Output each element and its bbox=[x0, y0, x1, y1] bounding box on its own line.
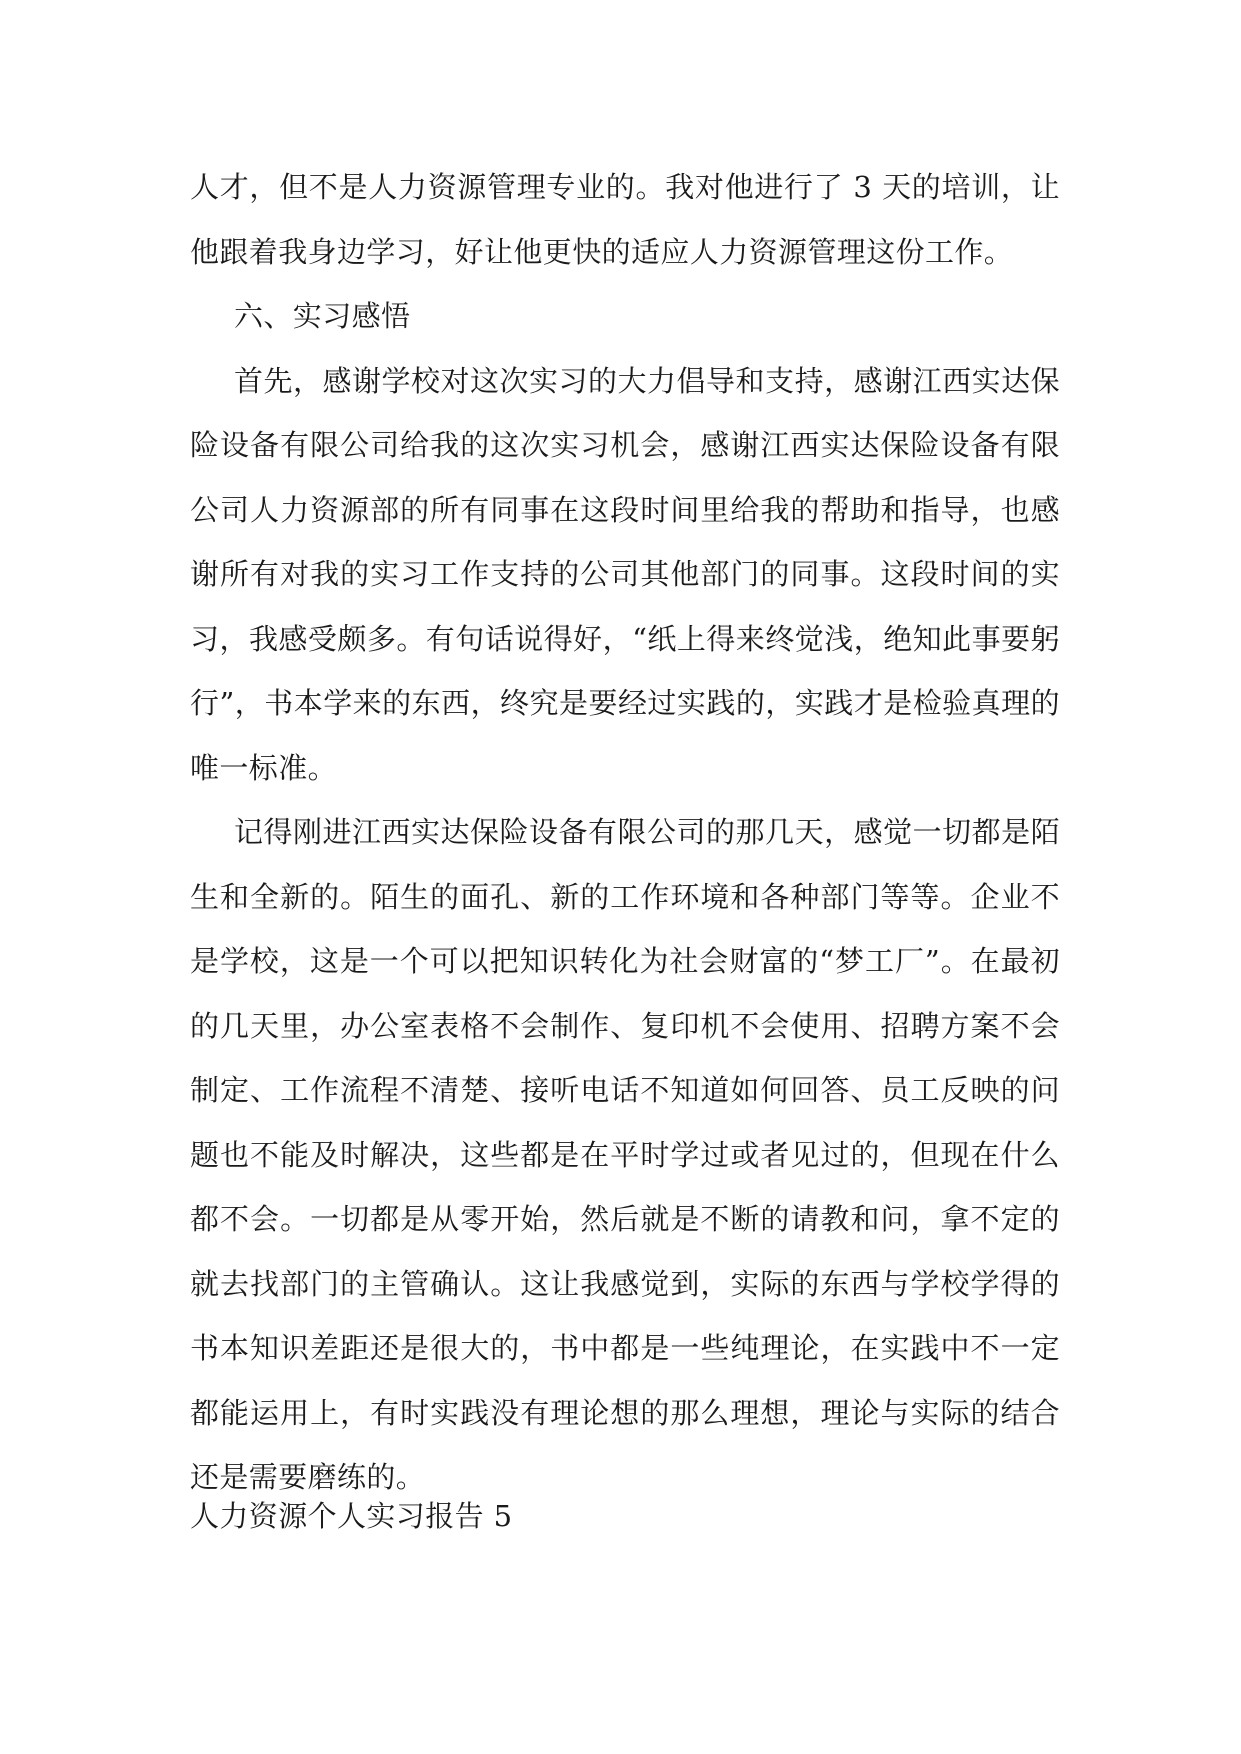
paragraph-continuation: 人才，但不是人力资源管理专业的。我对他进行了 3 天的培训，让他跟着我身边学习，好让他更快的适应人力资源管理这份工作。 bbox=[190, 170, 1060, 269]
document-body bbox=[190, 155, 1060, 1510]
paragraph-experience: 记得刚进江西实达保险设备有限公司的那几天，感觉一切都是陌生和全新的。陌生的面孔、新的工作环境和各种部门等等。企业不是学校，这是一个可以把知识转化为社会财富的“梦工厂”。在最初的几天里，办公室表格不会制作、复印机不会使用、招聘方案不会制定、工作流程不清楚、接听电话不知道如何回答、员工反映的问题也不能及时解决，这些都是在平时学过或者见过的，但现在什么都不会。一切都是从零开始，然后就是不断的请教和问，拿不定的就去找部门的主管确认。这让我感觉到，实际的东西与学校学得的书本知识差距还是很大的，书中都是一些纯理论，在实践中不一定都能运用上，有时实践没有理论想的那么理想，理论与实际的结合还是需要磨练的。 bbox=[190, 815, 1060, 1494]
section-heading: 六、实习感悟 bbox=[234, 299, 411, 333]
paragraph-gratitude: 首先，感谢学校对这次实习的大力倡导和支持，感谢江西实达保险设备有限公司给我的这次实习机会，感谢江西实达保险设备有限公司人力资源部的所有同事在这段时间里给我的帮助和指导，也感谢所有对我的实习工作支持的公司其他部门的同事。这段时间的实习，我感受颇多。有句话说得好，“纸上得来终觉浅，绝知此事要躬行”，书本学来的东西，终究是要经过实践的，实践才是检验真理的唯一标准。 bbox=[190, 363, 1060, 785]
next-report-title: 人力资源个人实习报告 5 bbox=[190, 1499, 513, 1533]
